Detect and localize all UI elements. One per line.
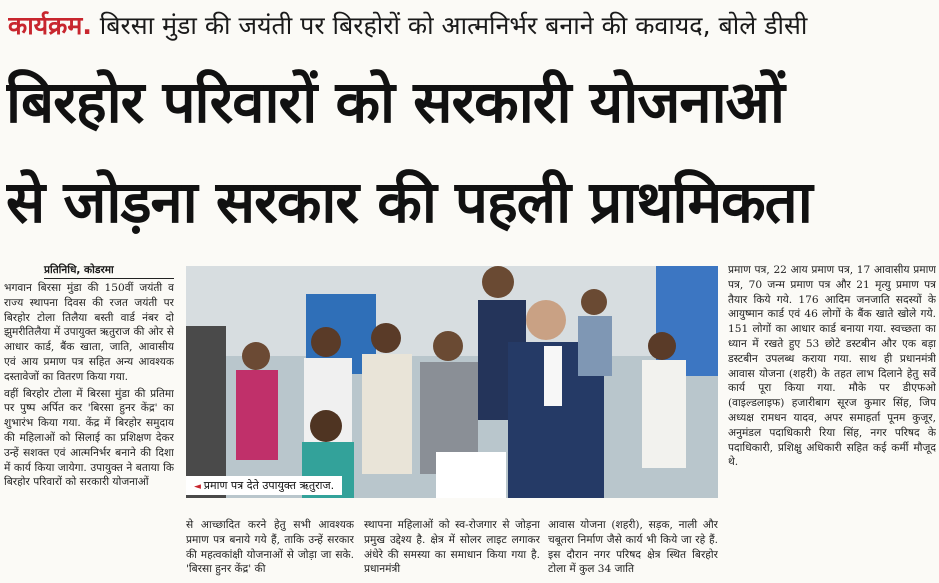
news-photo — [186, 266, 718, 498]
byline: प्रतिनिधि, कोडरमा — [44, 263, 174, 279]
article-column-2 — [186, 518, 354, 582]
kicker-line — [8, 6, 933, 46]
paragraph: भगवान बिरसा मुंडा की 150वीं जयंती व राज्य स्थापना दिवस की रजत जयंती पर बिरहोर टोला तिलैया बस्ती वार्ड नंबर दो झुमरीतिलैया में उपायुक्त ऋतुराज की ओर से आधार कार्ड, बैंक खाता, जाति, आवासीय एवं आय प्रमाण पत्र सहित अन्य आवश्यक दस्तावेजों का वितरण किया गया. — [4, 282, 174, 383]
article-column-5 — [728, 263, 936, 581]
paragraph: आवास योजना (शहरी), सड़क, नाली और चबूतरा निर्माण जैसे कार्य भी किये जा रहे हैं. इस दौरान नगर परिषद क्षेत्र स्थित बिरहोर टोला में कुल 34 जाति — [548, 519, 718, 576]
headline-line-2: से जोड़ना सरकार की पहली प्राथमिकता — [6, 168, 812, 236]
kicker-subheadline: बिरसा मुंडा की जयंती पर बिरहोरों को आत्मनिर्भर बनाने की कवायद, बोले डीसी — [91, 11, 808, 40]
article-column-4 — [548, 518, 718, 582]
photo-illustration — [186, 266, 718, 498]
headline-line-1: बिरहोर परिवारों को सरकारी योजनाओं — [6, 68, 784, 136]
paragraph: प्रमाण पत्र, 22 आय प्रमाण पत्र, 17 आवासीय प्रमाण पत्र, 70 जन्म प्रमाण पत्र और 21 मृत्यु प्रमाण पत्र तैयार किये गये. 176 आदिम जनजाति सदस्यों के आयुष्मान कार्ड एवं 46 लोगों के बैंक खाते खोले गये. 151 लोगों का आधार कार्ड बनाया गया. स्वच्छता का ध्यान में रखते हुए 53 छोटे डस्टबीन और एक बड़ा डस्टबीन उपलब्ध कराया गया. साथ ही प्रधानमंत्री आवास योजना (शहरी) के तहत लाभ दिलाने हेतु सर्वे कार्य पूरा किया गया. मौके पर डीएफओ (वाइल्डलाइफ) हजारीबाग सूरज कुमार सिंह, जिप अध्यक्ष रामधन यादव, अपर समाहर्ता पूनम कुजूर, अनुमंडल पदाधिकारी रिया सिंह, नगर परिषद के पदाधिकारी, प्रशिक्षु अधिकारी सहित कई कर्मी मौजूद थे. — [728, 264, 936, 469]
paragraph: से आच्छादित करने हेतु सभी आवश्यक प्रमाण पत्र बनाये गये हैं, ताकि उन्हें सरकार की महत्वकांक्षी योजनाओं से जोड़ा जा सके. 'बिरसा हुनर केंद्र' की — [186, 519, 354, 576]
kicker-tag: कार्यक्रम. — [8, 11, 92, 40]
photo-caption: ◄ प्रमाण पत्र देते उपायुक्त ऋतुराज. — [186, 476, 342, 495]
paragraph: स्थापना महिलाओं को स्व-रोजगार से जोड़ना प्रमुख उद्देश्य है. क्षेत्र में सोलर लाइट लगाकर अंधेरे की समस्या का समाधान किया गया है. प्रधानमंत्री — [364, 519, 540, 576]
paragraph: वहीं बिरहोर टोला में बिरसा मुंडा की प्रतिमा पर पुष्प अर्पित कर 'बिरसा हुनर केंद्र' का शुभारंभ किया गया. केंद्र में बिरहोर समुदाय की महिलाओं को सिलाई का प्रशिक्षण देकर उन्हें सशक्त एवं आत्मनिर्भर बनाने की दिशा में कार्य किया जायेगा. उपायुक्त ने बताया कि बिरहोर परिवारों को सरकारी योजनाओं — [4, 387, 174, 489]
article-column-1 — [4, 281, 174, 581]
article-column-3 — [364, 518, 540, 582]
